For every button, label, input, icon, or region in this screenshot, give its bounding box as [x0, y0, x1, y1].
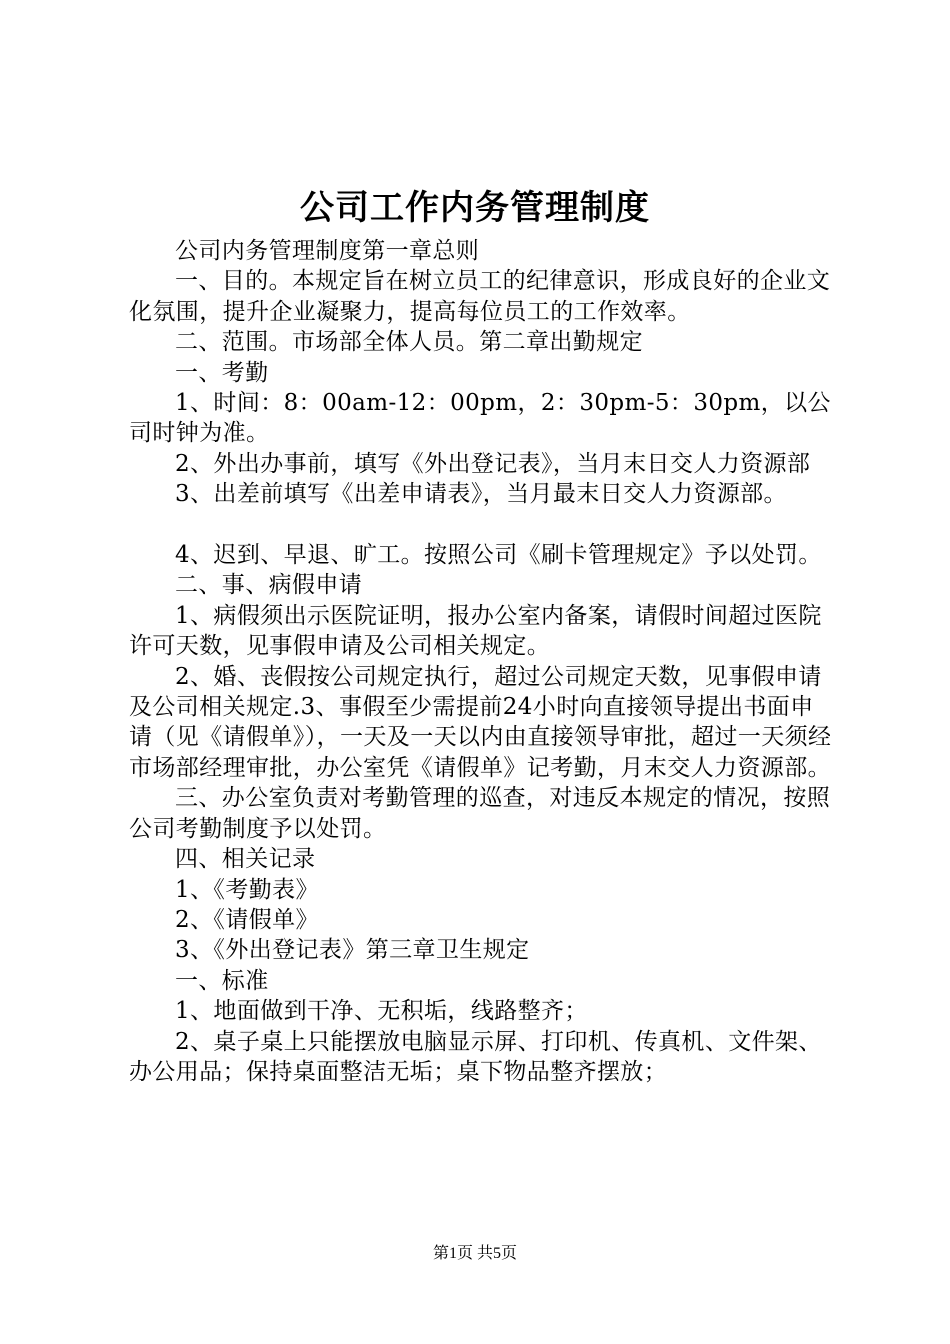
paragraph: 1、病假须出示医院证明，报办公室内备案，请假时间超过医院许可天数，见事假申请及公司相关规定。 — [129, 602, 822, 660]
document-title: 公司工作内务管理制度 — [300, 188, 650, 228]
paragraph: 1、时间：8：00am-12：00pm，2：30pm-5：30pm，以公司时钟为准。 — [129, 390, 831, 447]
paragraph: 2、桌子桌上只能摆放电脑显示屏、打印机、传真机、文件架、办公用品；保持桌面整洁无垢；桌下物品整齐摆放； — [129, 1028, 822, 1085]
paragraph: 一、目的。本规定旨在树立员工的纪律意识，形成良好的企业文化氛围，提升企业凝聚力，提高每位员工的工作效率。 — [129, 268, 831, 325]
paragraph: 2、婚、丧假按公司规定执行，超过公司规定天数，见事假申请及公司相关规定.3、事假至少需提前24小时向直接领导提出书面申请（见《请假单》），一天及一天以内由直接领导审批，超过一天须经市场部经理审批，办公室凭《请假单》记考勤，月末交人力资源部。 — [129, 663, 832, 781]
page-footer: 第1页 共5页 — [432, 1245, 517, 1262]
paragraph: 2、外出办事前，填写《外出登记表》，当月末日交人力资源部 — [175, 450, 811, 477]
paragraph: 3、《外出登记表》第三章卫生规定 — [175, 937, 530, 964]
paragraph: 公司内务管理制度第一章总则 — [175, 238, 480, 264]
document-body — [129, 236, 835, 1087]
paragraph: 4、迟到、早退、旷工。按照公司《刷卡管理规定》予以处罚。 — [175, 542, 822, 569]
paragraph: 二、事、病假申请 — [175, 572, 363, 599]
paragraph: 1、《考勤表》 — [175, 876, 319, 903]
paragraph: 3、出差前填写《出差申请表》，当月最末日交人力资源部。 — [175, 481, 787, 508]
paragraph: 一、标准 — [175, 967, 269, 994]
blank-line — [129, 510, 835, 540]
paragraph: 2、《请假单》 — [175, 906, 319, 933]
paragraph: 一、考勤 — [175, 359, 269, 386]
paragraph: 1、地面做到干净、无积垢，线路整齐； — [175, 998, 588, 1025]
paragraph: 二、范围。市场部全体人员。第二章出勤规定 — [175, 329, 643, 356]
paragraph: 三、办公室负责对考勤管理的巡查，对违反本规定的情况，按照公司考勤制度予以处罚。 — [129, 785, 831, 842]
paragraph: 四、相关记录 — [175, 846, 316, 873]
